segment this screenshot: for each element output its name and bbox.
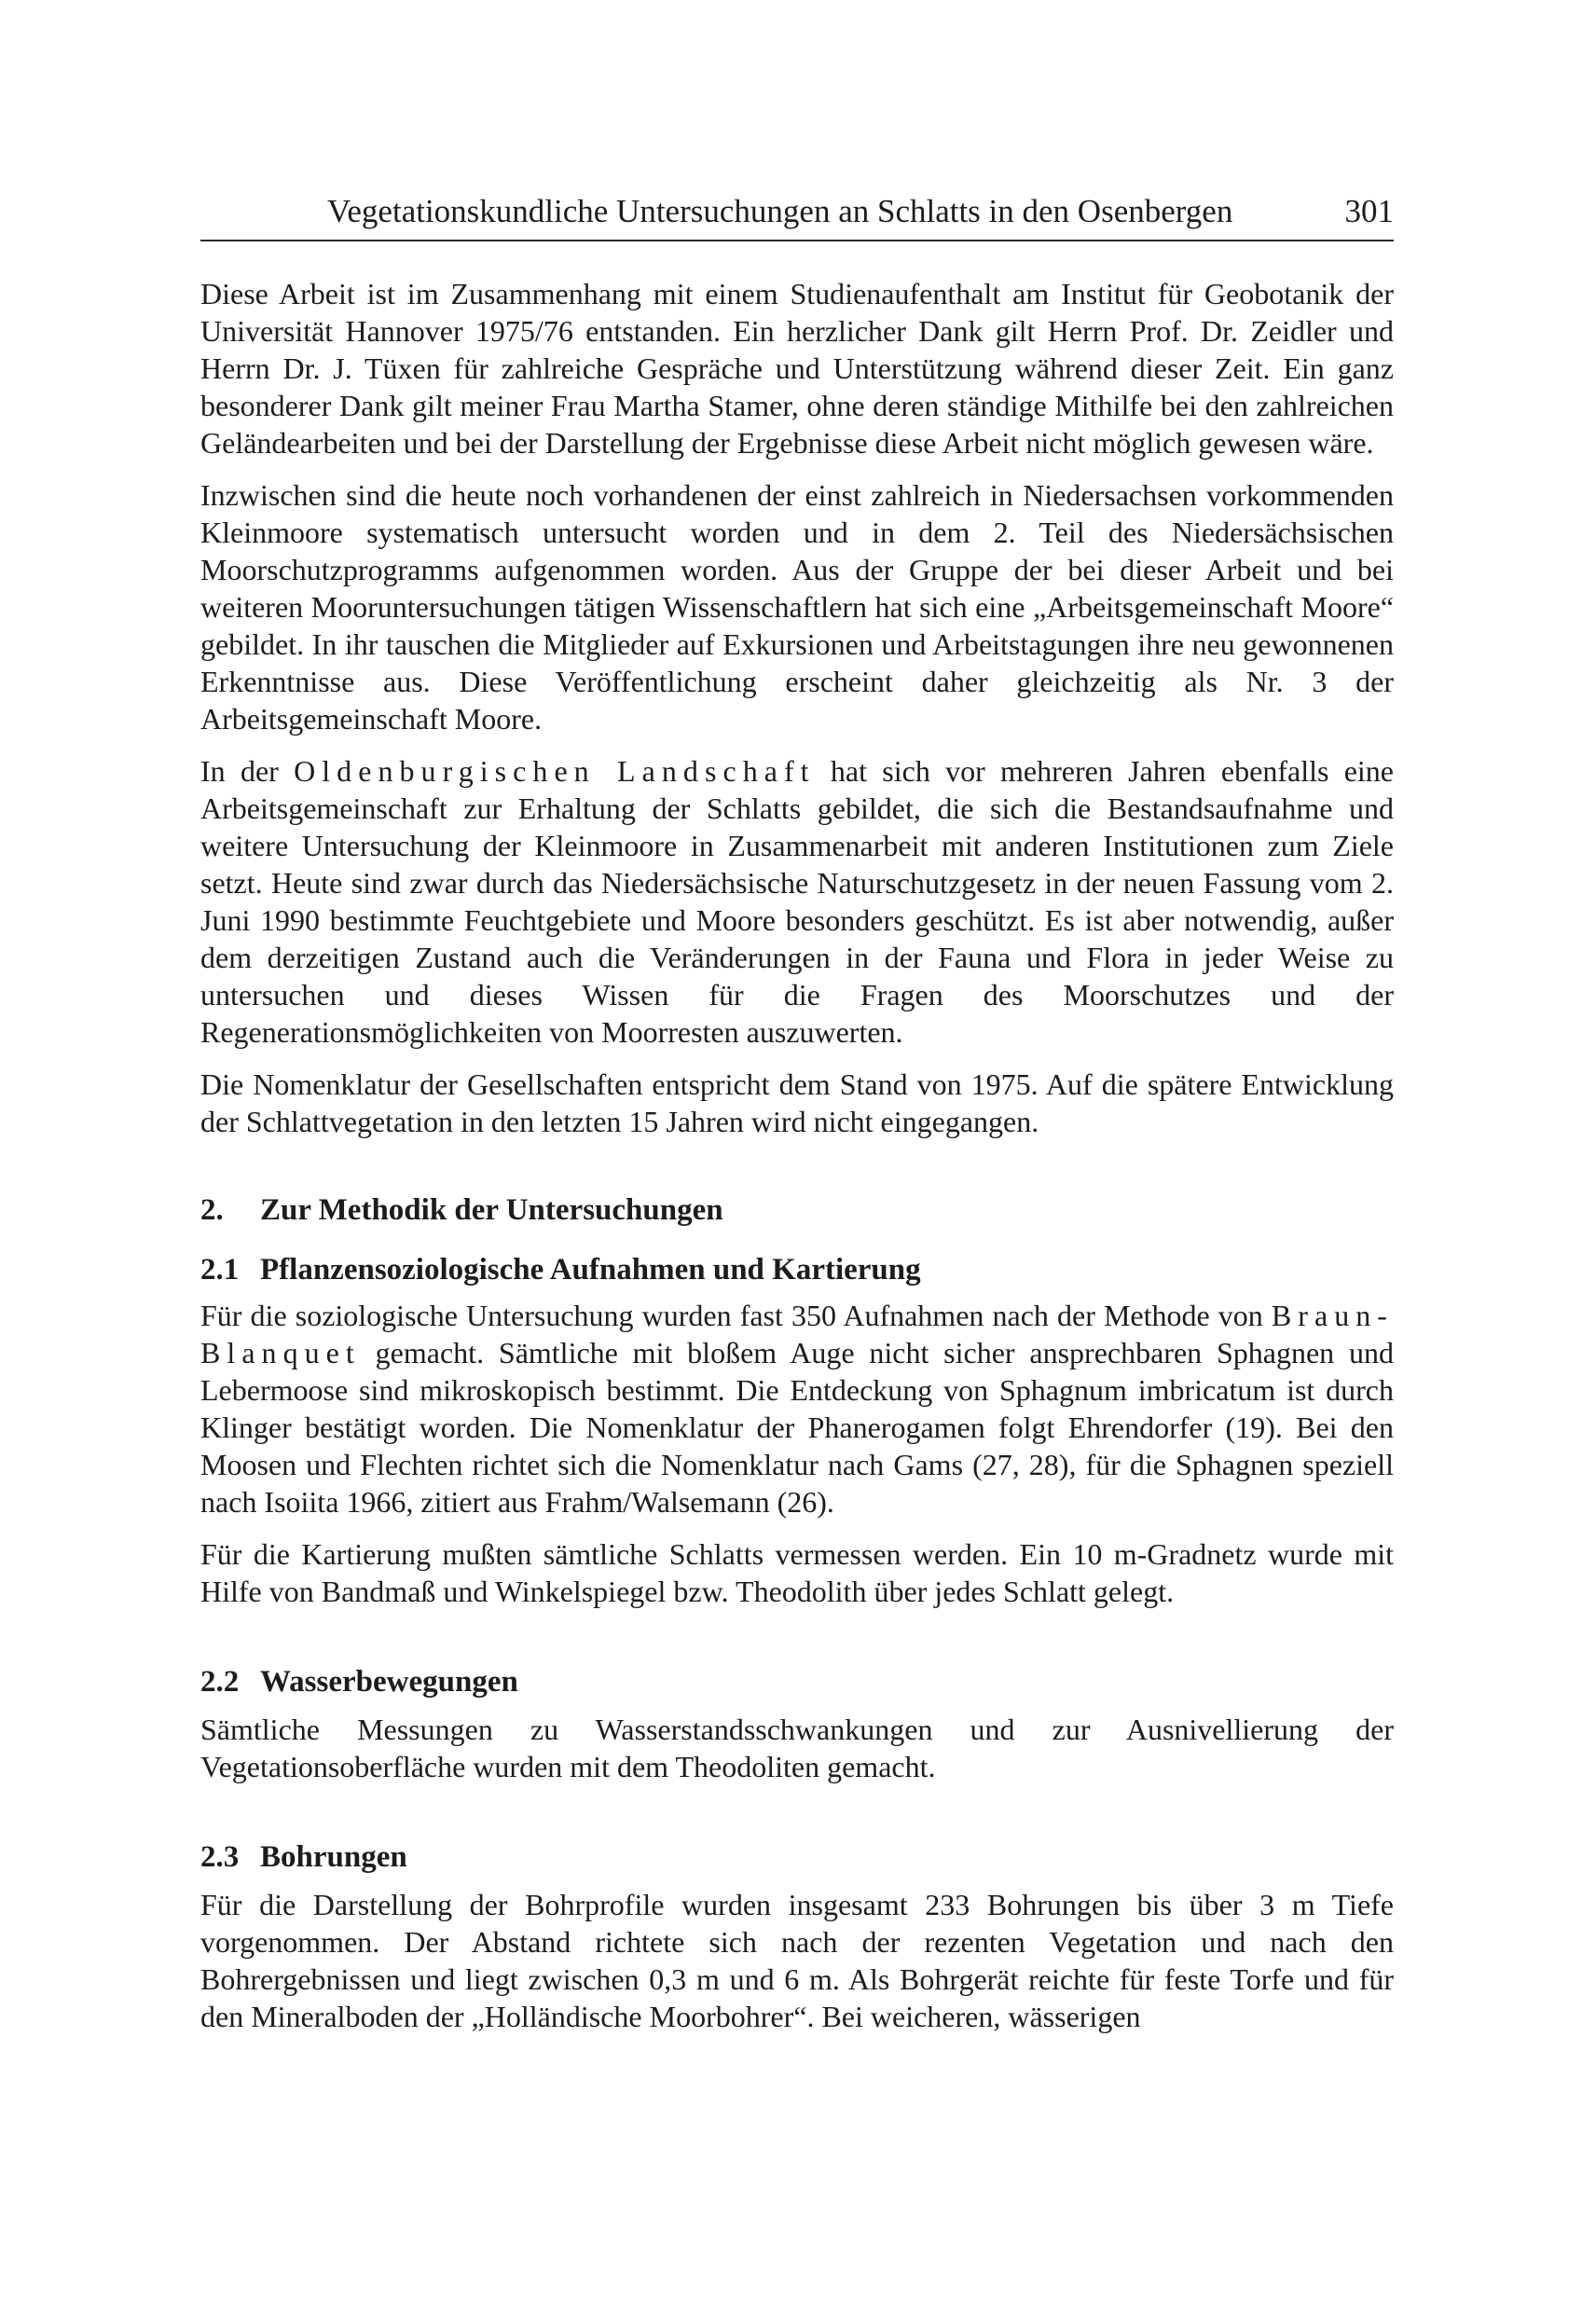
- paragraph-acknowledgements: Diese Arbeit ist im Zusammenhang mit einem Studienaufenthalt am Institut für Geobotanik der Universität Hannover 1975/76 entstanden. Ein herzlicher Dank gilt Herrn Prof. Dr. Zeidler und Herrn Dr. J. Tüxen für zahlreiche Gespräche und Unterstützung während dieser Zeit. Ein ganz besonderer Dank gilt meiner Frau Martha Stamer, ohne deren ständige Mithilfe bei den zahlreichen Geländearbeiten und bei der Darstellung der Ergebnisse diese Arbeit nicht möglich gewesen wäre.: [200, 277, 1394, 460]
- paragraph-kartierung: Für die Kartierung mußten sämtliche Schlatts vermessen werden. Ein 10 m-Gradnetz wurde mit Hilfe von Bandmaß und Winkelspiegel bzw. Theodolith über jedes Schlatt gelegt.: [200, 1537, 1394, 1608]
- section-number: 2.: [200, 1193, 224, 1227]
- running-head-title: Vegetationskundliche Untersuchungen an Schlatts in den Osenbergen: [327, 193, 1233, 229]
- spaced-text: Braun-Blanquet: [200, 1299, 1394, 1369]
- section-number: 2.2: [200, 1665, 240, 1699]
- section-title: Bohrungen: [260, 1840, 407, 1874]
- spaced-text: Oldenburgischen Landschaft: [294, 754, 816, 788]
- section-heading-2-1: [200, 1250, 1394, 1289]
- body-text: [200, 275, 1394, 2035]
- running-head: [200, 191, 1394, 241]
- text-run: hat sich vor mehreren Jahren ebenfalls eine Arbeitsgemeinschaft zur Erhaltung der Schlatts gebildet, die sich die Bestandsaufnahme und weitere Untersuchung der Kleinmoore in Zusammenarbeit mit anderen Institutionen zum Ziele setzt. Heute sind zwar durch das Niedersächsische Naturschutzgesetz in der neuen Fassung vom 2. Juni 1990 bestimmte Feuchtgebiete und Moore besonders geschützt. Es ist aber notwendig, außer dem derzeitigen Zustand auch die Veränderungen in der Fauna und Flora in jeder Weise zu untersuchen und dieses Wissen für die Fragen des Moorschutzes und der Regenerationsmöglichkeiten von Moorresten auszuwerten.: [200, 754, 1395, 1049]
- section-number: 2.1: [200, 1253, 240, 1287]
- paragraph-oldenburgische-landschaft: [200, 752, 1394, 1051]
- section-heading-2: [200, 1190, 1394, 1230]
- section-title: Wasserbewegungen: [260, 1665, 518, 1699]
- paragraph-bohrungen: Für die Darstellung der Bohrprofile wurden insgesamt 233 Bohrungen bis über 3 m Tiefe vorgenommen. Der Abstand richtete sich nach der rezenten Vegetation und nach den Bohrergebnissen und liegt zwischen 0,3 m und 6 m. Als Bohrgerät reichte für feste Torfe und für den Mineralboden der „Holländische Moorbohrer“. Bei weicheren, wässerigen: [200, 1888, 1394, 2033]
- paragraph-wasserbewegungen: Sämtliche Messungen zu Wasserstandsschwankungen und zur Ausnivellierung der Vegetationsoberfläche wurden mit dem Theodoliten gemacht.: [200, 1713, 1394, 1783]
- section-number: 2.3: [200, 1840, 240, 1874]
- section-heading-2-2: [200, 1662, 1394, 1701]
- page-number: 301: [1344, 193, 1394, 229]
- section-title: Zur Methodik der Untersuchungen: [260, 1193, 723, 1227]
- section-heading-2-3: [200, 1837, 1394, 1877]
- text-run: In der: [200, 754, 295, 788]
- text-run: Für die soziologische Untersuchung wurden fast 350 Aufnahmen nach der Methode von: [200, 1299, 1272, 1332]
- paragraph-nomenklatur: Die Nomenklatur der Gesellschaften entspricht dem Stand von 1975. Auf die spätere Entwicklung der Schlattvegetation in den letzten 15 Jahren wird nicht eingegangen.: [200, 1067, 1394, 1138]
- page: [200, 191, 1394, 2270]
- paragraph-soziologische-untersuchung: [200, 1297, 1394, 1521]
- section-title: Pflanzensoziologische Aufnahmen und Kartierung: [260, 1253, 921, 1287]
- paragraph-arbeitsgemeinschaft-moore: Inzwischen sind die heute noch vorhandenen der einst zahlreich in Niedersachsen vorkommenden Kleinmoore systematisch untersucht worden und in dem 2. Teil des Niedersächsischen Moorschutzprogramms aufgenommen worden. Aus der Gruppe der bei dieser Arbeit und bei weiteren Mooruntersuchungen tätigen Wissenschaftlern hat sich eine „Arbeitsgemeinschaft Moore“ gebildet. In ihr tauschen die Mitglieder auf Exkursionen und Arbeitstagungen ihre neu gewonnenen Erkenntnisse aus. Diese Veröffentlichung erscheint daher gleichzeitig als Nr. 3 der Arbeitsgemeinschaft Moore.: [200, 478, 1394, 736]
- text-run: gemacht. Sämtliche mit bloßem Auge nicht sicher ansprechbaren Sphagnen und Lebermoose sind mikroskopisch bestimmt. Die Entdeckung von Sphagnum imbricatum ist durch Klinger bestätigt worden. Die Nomenklatur der Phanerogamen folgt Ehrendorfer (19). Bei den Moosen und Flechten richtet sich die Nomenklatur nach Gams (27, 28), für die Sphagnen speziell nach Isoiita 1966, zitiert aus Frahm/Walsemann (26).: [200, 1336, 1394, 1519]
